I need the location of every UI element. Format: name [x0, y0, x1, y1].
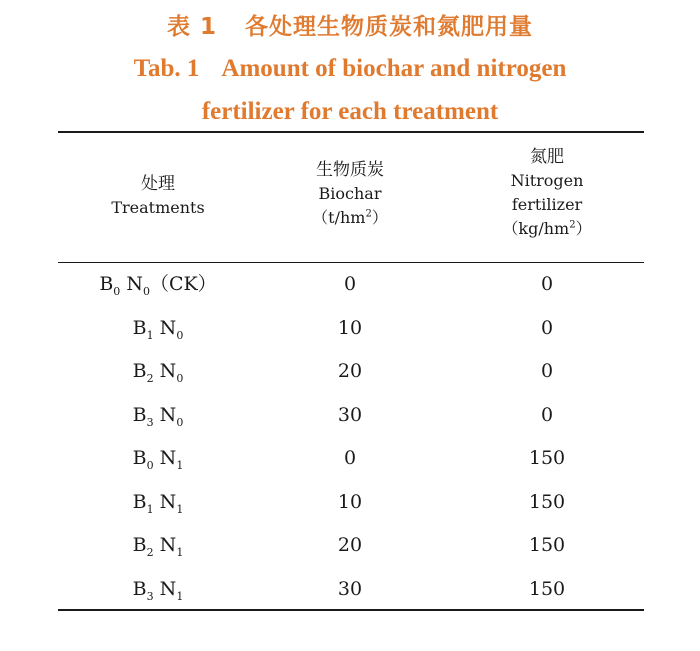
- biochar-cell: 0: [343, 273, 357, 295]
- treatment-cell: $B_0$ $N_1$: [132, 447, 184, 472]
- biochar-cell: 20: [337, 360, 363, 382]
- table-header-rule: [58, 262, 644, 263]
- nitrogen-cell: 150: [528, 534, 566, 556]
- table-number-cn: 表 1: [166, 14, 217, 40]
- header-biochar: [260, 158, 440, 230]
- nitrogen-cell: 150: [528, 447, 566, 469]
- treatment-cell: $B_0$ $N_0(CK)$: [99, 273, 217, 298]
- header-biochar-unit: $(t/hm^2)$: [312, 208, 388, 227]
- treatment-cell: $B_1$ $N_1$: [132, 491, 184, 516]
- biochar-cell: 0: [343, 447, 357, 469]
- table-caption-english-line2: fertilizer for each treatment: [201, 98, 499, 125]
- table-top-rule: [58, 131, 644, 133]
- table-row: [58, 530, 644, 560]
- header-biochar-cn: 生物质炭: [316, 160, 384, 180]
- table-row: [58, 313, 644, 343]
- table-title-en-1: Amount of biochar and nitrogen: [221, 55, 567, 82]
- header-nitrogen-cn: 氮肥: [530, 147, 564, 167]
- header-nitrogen-en-2: fertilizer: [511, 195, 583, 214]
- header-nitrogen-en-1: Nitrogen: [510, 171, 584, 190]
- treatment-cell: $B_2$ $N_0$: [132, 360, 184, 385]
- header-treatment-en: Treatments: [111, 198, 205, 217]
- table-title-cn: 各处理生物质炭和氮肥用量: [245, 14, 533, 40]
- table-row: [58, 574, 644, 604]
- nitrogen-cell: 150: [528, 578, 566, 600]
- biochar-cell: 30: [337, 404, 363, 426]
- table-bottom-rule: [58, 609, 644, 611]
- table-row: [58, 356, 644, 386]
- treatment-cell: $B_1$ $N_0$: [132, 317, 184, 342]
- nitrogen-cell: 0: [540, 360, 554, 382]
- nitrogen-cell: 0: [540, 317, 554, 339]
- header-treatment-cn: 处理: [141, 174, 175, 194]
- treatment-cell: $B_3$ $N_1$: [132, 578, 184, 603]
- table-row: [58, 400, 644, 430]
- biochar-cell: 10: [337, 317, 363, 339]
- nitrogen-cell: 0: [540, 273, 554, 295]
- table-caption-english-line1: [0, 55, 700, 83]
- treatment-cell: $B_3$ $N_0$: [132, 404, 184, 429]
- header-nitrogen-unit: $(kg/hm^2)$: [502, 219, 592, 238]
- table-row: [58, 443, 644, 473]
- header-treatment: [58, 172, 258, 220]
- biochar-cell: 20: [337, 534, 363, 556]
- nitrogen-cell: 150: [528, 491, 566, 513]
- header-biochar-en: Biochar: [318, 184, 382, 203]
- table-number-en: Tab. 1: [133, 55, 200, 82]
- table-row: [58, 269, 644, 299]
- biochar-cell: 30: [337, 578, 363, 600]
- biochar-cell: 10: [337, 491, 363, 513]
- table-caption-chinese: [0, 8, 700, 41]
- nitrogen-cell: 0: [540, 404, 554, 426]
- table-row: [58, 487, 644, 517]
- header-nitrogen: [447, 145, 647, 241]
- treatment-cell: $B_2$ $N_1$: [132, 534, 184, 559]
